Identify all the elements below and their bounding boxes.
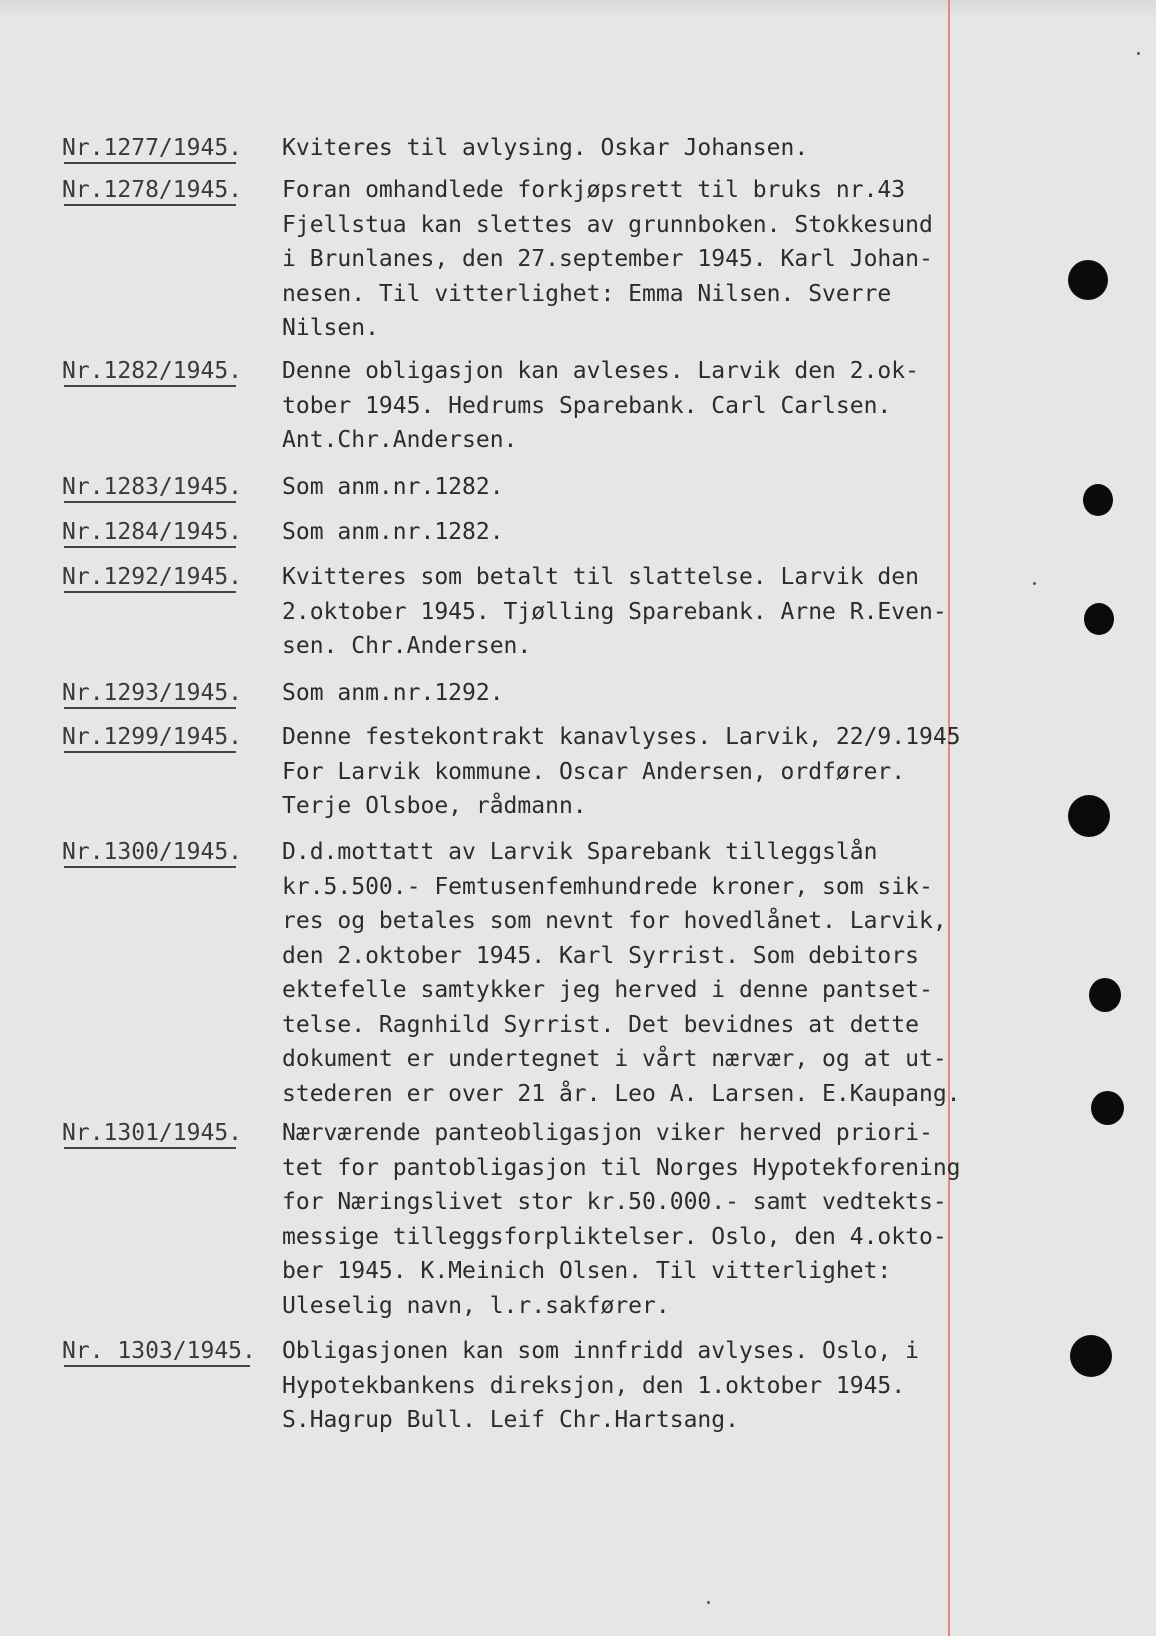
- text-line: 2.oktober 1945. Tjølling Sparebank. Arne R.Even-: [282, 598, 947, 625]
- text-line: Denne festekontrakt kanavlyses. Larvik, 22/9.1945: [282, 724, 961, 750]
- entry-number: Nr.1299/1945.: [62, 720, 242, 754]
- entry-text: [282, 835, 962, 1111]
- page-edge: [0, 0, 1156, 18]
- text-line: den 2.oktober 1945. Karl Syrrist. Som debitors: [282, 942, 919, 969]
- text-line: Som anm.nr.1282.: [282, 519, 504, 545]
- text-line: telse. Ragnhild Syrrist. Det bevidnes at dette: [282, 1011, 919, 1038]
- entry-number: Nr.1277/1945.: [62, 131, 242, 165]
- text-line: Hypotekbankens direksjon, den 1.oktober 1945.: [282, 1372, 906, 1399]
- entry-number: Nr.1300/1945.: [62, 835, 242, 869]
- binder-hole: [1070, 1335, 1112, 1377]
- entry-text: [282, 173, 962, 346]
- entry-text: [282, 1116, 962, 1323]
- paper-speck: [707, 1601, 710, 1604]
- text-line: Nærværende panteobligasjon viker herved priori-: [282, 1120, 933, 1146]
- paper-speck: [1033, 582, 1036, 585]
- entry-text: [282, 131, 962, 166]
- text-line: For Larvik kommune. Oscar Andersen, ordfører.: [282, 758, 906, 785]
- text-line: dokument er undertegnet i vårt nærvær, og at ut-: [282, 1046, 947, 1072]
- text-line: Fjellstua kan slettes av grunnboken. Stokkesund: [282, 211, 933, 238]
- text-line: res og betales som nevnt for hovedlånet. Larvik,: [282, 908, 947, 934]
- entry-number: Nr.1284/1945.: [62, 515, 242, 549]
- entry-number: Nr.1282/1945.: [62, 354, 242, 388]
- text-line: Som anm.nr.1292.: [282, 680, 504, 706]
- text-line: Ant.Chr.Andersen.: [282, 427, 518, 453]
- text-line: i Brunlanes, den 27.september 1945. Karl Johan-: [282, 246, 933, 272]
- entry-number: Nr. 1303/1945.: [62, 1334, 256, 1368]
- text-line: kr.5.500.- Femtusenfemhundrede kroner, som sik-: [282, 873, 933, 900]
- binder-hole: [1084, 603, 1114, 635]
- text-line: tet for pantobligasjon til Norges Hypotekforening: [282, 1154, 961, 1181]
- text-line: ber 1945. K.Meinich Olsen. Til vitterlighet:: [282, 1258, 892, 1284]
- text-line: ektefelle samtykker jeg herved i denne pantset-: [282, 977, 933, 1003]
- binder-hole: [1083, 484, 1113, 516]
- entry-text: [282, 676, 962, 711]
- text-line: Uleselig navn, l.r.sakfører.: [282, 1292, 670, 1319]
- binder-hole: [1089, 978, 1121, 1012]
- text-line: S.Hagrup Bull. Leif Chr.Hartsang.: [282, 1407, 739, 1433]
- text-line: Kvitteres som betalt til slattelse. Larvik den: [282, 564, 919, 590]
- entry-number: Nr.1292/1945.: [62, 560, 242, 594]
- text-line: D.d.mottatt av Larvik Sparebank tilleggslån: [282, 839, 878, 865]
- text-line: messige tilleggsforpliktelser. Oslo, den 4.okto-: [282, 1223, 947, 1250]
- text-line: stederen er over 21 år. Leo A. Larsen. E.Kaupang.: [282, 1080, 961, 1107]
- text-line: for Næringslivet stor kr.50.000.- samt vedtekts-: [282, 1189, 947, 1215]
- entry-text: [282, 720, 962, 824]
- binder-hole: [1091, 1091, 1124, 1125]
- entry-number: Nr.1278/1945.: [62, 173, 242, 207]
- text-line: sen. Chr.Andersen.: [282, 633, 532, 659]
- text-line: Foran omhandlede forkjøpsrett til bruks nr.43: [282, 177, 906, 203]
- entry-text: [282, 354, 962, 458]
- entry-text: [282, 515, 962, 550]
- text-line: nesen. Til vitterlighet: Emma Nilsen. Sverre: [282, 280, 892, 307]
- entry-text: [282, 560, 962, 664]
- text-line: Denne obligasjon kan avleses. Larvik den 2.ok-: [282, 358, 919, 384]
- paper-speck: [1137, 52, 1140, 55]
- entry-number: Nr.1301/1945.: [62, 1116, 242, 1150]
- text-line: tober 1945. Hedrums Sparebank. Carl Carlsen.: [282, 392, 892, 419]
- entry-number: Nr.1293/1945.: [62, 676, 242, 710]
- entry-text: [282, 470, 962, 505]
- entry-number: Nr.1283/1945.: [62, 470, 242, 504]
- text-line: Kviteres til avlysing. Oskar Johansen.: [282, 135, 809, 161]
- binder-hole: [1068, 260, 1108, 300]
- text-line: Som anm.nr.1282.: [282, 474, 504, 500]
- text-line: Nilsen.: [282, 315, 379, 341]
- entry-text: [282, 1334, 962, 1438]
- binder-hole: [1068, 795, 1110, 837]
- text-line: Obligasjonen kan som innfridd avlyses. Oslo, i: [282, 1338, 919, 1364]
- text-line: Terje Olsboe, rådmann.: [282, 793, 587, 819]
